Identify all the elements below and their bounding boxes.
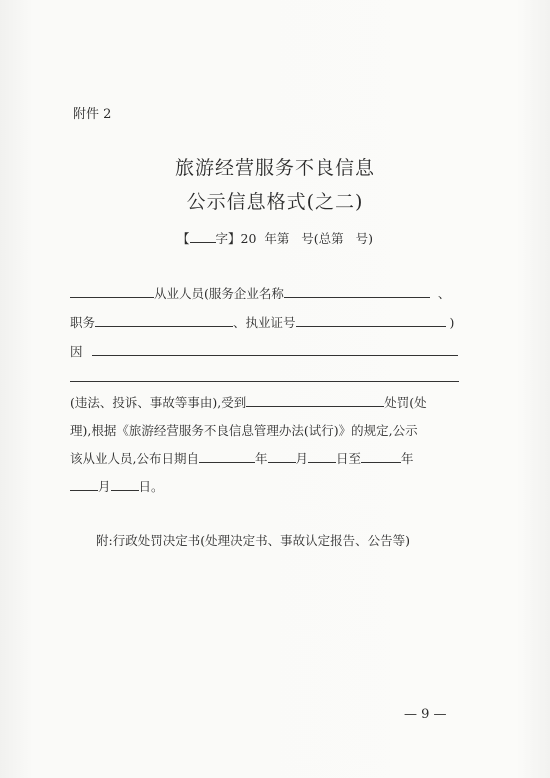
title-line-2: 公示信息格式(之二): [186, 191, 364, 213]
month-label: 月: [295, 451, 309, 466]
blank-field[interactable]: [70, 477, 98, 491]
practitioner-label: 从业人员(服务企业名称: [154, 286, 284, 301]
blank-field[interactable]: [284, 284, 430, 298]
attachment-label: 附件 2: [73, 107, 112, 122]
basis-row: [70, 421, 418, 439]
year-label: 年: [401, 451, 414, 466]
penalty-label: 处罚(处: [384, 395, 427, 410]
position-row: [70, 313, 454, 331]
blank-field[interactable]: [95, 313, 233, 327]
page-number: — 9 —: [404, 707, 447, 722]
blank-line[interactable]: [92, 355, 458, 356]
doc-number-open: 【: [176, 231, 190, 246]
practitioner-row: [70, 284, 450, 302]
blank-field[interactable]: [246, 393, 384, 407]
title-line-1: 旅游经营服务不良信息: [174, 157, 375, 179]
day-to-label: 日至: [336, 451, 362, 466]
reason-label: (违法、投诉、事故等事由),受到: [70, 395, 247, 410]
blank-field[interactable]: [190, 229, 216, 243]
license-label: 、执业证号: [233, 315, 296, 330]
doc-number-num: 号(总第: [301, 231, 344, 246]
date-end-row: [70, 477, 164, 495]
cause-label: 因: [70, 344, 83, 359]
year-label: 年: [254, 451, 268, 466]
doc-number-year: 年第: [264, 231, 290, 246]
attachment-note: 附:行政处罚决定书(处理决定书、事故认定报告、公告等): [96, 533, 410, 548]
doc-number-char: 字】20: [215, 231, 257, 246]
blank-field[interactable]: [296, 313, 446, 327]
date-label: 该从业人员,公布日期自: [70, 451, 199, 466]
cause-row: [70, 342, 83, 360]
doc-number-num-end: 号): [355, 231, 373, 246]
month-label: 月: [98, 479, 111, 494]
row-punct: 、: [437, 286, 451, 301]
day-label: 日。: [138, 479, 164, 494]
blank-line[interactable]: [70, 381, 459, 382]
blank-field[interactable]: [268, 449, 296, 463]
basis-text: 理),根据《旅游经营服务不良信息管理办法(试行)》的规定,公示: [70, 423, 418, 438]
blank-field[interactable]: [70, 284, 154, 298]
row-punct: ): [449, 315, 455, 330]
date-row: [70, 449, 414, 467]
reason-row: [70, 393, 427, 411]
position-label: 职务: [70, 315, 96, 330]
blank-field[interactable]: [199, 449, 255, 463]
blank-field[interactable]: [111, 477, 139, 491]
blank-field[interactable]: [361, 449, 401, 463]
blank-field[interactable]: [308, 449, 336, 463]
document-number-line: [0, 229, 550, 247]
